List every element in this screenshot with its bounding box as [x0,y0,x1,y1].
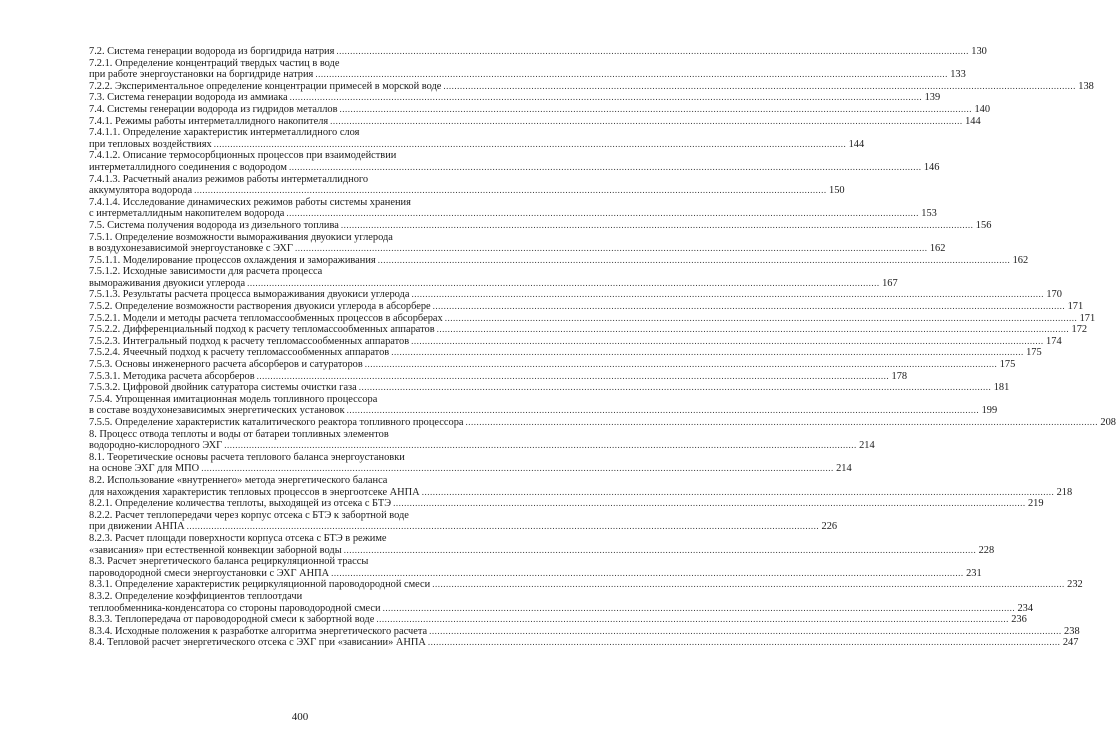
toc-entry-title: 7.4. Системы генерации водорода из гидридов металлов [89,103,338,115]
toc-entry-page: 130 [971,46,987,57]
table-of-contents [89,46,1116,649]
toc-leader-dots [330,116,963,128]
toc-entry-page: 146 [923,161,940,173]
toc-entry-page: 208 [1100,417,1116,428]
toc-leader-dots [187,521,820,533]
toc-entry-page: 219 [1027,498,1044,510]
toc-entry [89,510,521,522]
toc-entry [89,243,946,255]
toc-leader-dots [429,626,1062,638]
toc-entry-title: 7.5.1.2. Исходные зависимости для расчета процесса [89,266,323,278]
toc-entry [89,486,1073,499]
toc-entry [89,197,521,209]
toc-leader-dots [257,371,890,383]
toc-leader-dots [466,417,1099,429]
toc-entry [89,347,1042,359]
toc-leader-dots [376,614,1009,626]
toc-entry [89,138,865,151]
toc-leader-dots [331,568,964,580]
toc-entry [89,115,981,128]
toc-entry-title: «зависания» при естественной конвекции заборной воды [89,544,342,556]
toc-leader-dots [201,463,834,475]
toc-entry [89,289,1062,301]
toc-entry [89,614,1027,626]
toc-entry-title: 7.5. Система получения водорода из дизельного топлива [89,219,339,231]
toc-entry-title: 8.3. Расчет энергетического баланса рециркуляционной трассы [89,556,369,568]
toc-leader-dots [428,637,1061,649]
toc-leader-dots [341,220,974,232]
toc-leader-dots [378,255,1011,267]
toc-entry-page: 171 [1079,312,1096,324]
toc-entry-title: 7.4.1.4. Исследование динамических режимов работы системы хранения [89,196,411,208]
toc-entry-title: при тепловых воздействиях [89,138,212,150]
toc-leader-dots [214,139,847,151]
toc-entry [89,567,982,580]
toc-entry-title: 7.5.2.4. Ячеечный подход к расчету тепломассообменных аппаратов [89,347,390,359]
toc-entry [89,324,1088,336]
toc-entry-title: 7.5.2. Определение возможности растворения двуокиси углерода в абсорбере [89,301,431,313]
toc-entry [89,533,521,545]
toc-leader-dots [286,208,919,220]
toc-leader-dots [344,545,977,557]
toc-entry-title: 7.2. Система генерации водорода из боргидрида натрия [89,46,335,57]
toc-entry-page: 236 [1011,614,1027,626]
toc-entry [89,417,1116,429]
toc-entry-title: 7.5.3. Основы инженерного расчета абсорберов и сатураторов [89,359,363,371]
toc-entry-page: 234 [1017,602,1034,614]
toc-entry-title: для нахождения характеристик тепловых процессов в энергоотсеке АНПА [89,486,420,498]
toc-entry [89,185,845,197]
toc-leader-dots [411,336,1044,348]
toc-entry-page: 226 [821,521,838,533]
toc-entry-title: вымораживания двуокиси углерода [89,277,246,289]
toc-entry [89,208,937,220]
toc-entry [89,429,521,441]
toc-entry-title: 7.5.4. Упрощенная имитационная модель топливного процессора [89,393,378,405]
toc-entry [89,579,1083,591]
toc-entry-title: 8.3.4. Исходные положения к разработке алгоритма энергетического расчета [89,625,428,637]
toc-entry [89,232,521,244]
toc-entry-title: 7.5.5. Определение характеристик каталитического реактора топливного процессора [89,417,464,428]
toc-entry-title: 7.5.1.3. Результаты расчета процесса вымораживания двуокиси углерода [89,289,410,301]
toc-entry-title: 8.4. Тепловой расчет энергетического отсека с ЭХГ при «зависании» АНПА [89,637,426,649]
toc-entry [89,475,521,487]
toc-entry [89,440,875,452]
toc-entry-title: 8.3.1. Определение характеристик рециркуляционной пароводородной смеси [89,579,431,591]
toc-entry-title: 7.5.3.1. Методика расчета абсорберов [89,370,255,382]
toc-entry-title: 7.2.2. Экспериментальное определение концентрации примесей в морской воде [89,80,442,92]
toc-entry-title: водородно-кислородного ЭХГ [89,440,223,452]
toc-entry-title: при движении АНПА [89,521,185,533]
toc-entry-title: аккумулятора водорода [89,185,193,197]
toc-entry [89,103,991,116]
toc-entry-page: 231 [966,567,982,579]
toc-entry [89,161,940,174]
toc-leader-dots [289,162,922,174]
toc-entry-title: 8.2.2. Расчет теплопередачи через корпус отсека с БТЭ к забортной воде [89,509,409,521]
toc-entry-page: 199 [981,405,998,417]
toc-entry-page: 170 [1046,289,1062,301]
toc-entry-page: 228 [978,544,995,556]
toc-entry-title: 7.3. Система генерации водорода из аммиака [89,92,288,104]
toc-entry-page: 232 [1067,579,1083,591]
toc-entry [89,452,521,464]
toc-entry-title: теплообменника-конденсатора со стороны пароводородной смеси [89,602,381,614]
toc-entry-page: 238 [1064,625,1080,637]
toc-entry [89,266,521,278]
toc-leader-dots [437,324,1070,336]
toc-entry-title: 7.5.1.1. Моделирование процессов охлаждения и замораживания [89,254,376,266]
toc-entry [89,463,852,475]
toc-leader-dots [365,359,998,371]
toc-entry [89,637,1079,649]
toc-entry-title: 8.3.2. Определение коэффициентов теплоотдачи [89,590,303,602]
toc-entry [89,46,987,58]
toc-entry-title: 7.4.1.1. Определение характеристик интерметаллидного слоя [89,127,360,139]
toc-leader-dots [290,92,923,104]
toc-leader-dots [315,69,948,81]
toc-entry-page: 181 [993,382,1010,394]
toc-entry-title: на основе ЭХГ для МПО [89,463,200,475]
toc-entry-page: 144 [965,115,981,127]
toc-entry [89,498,1044,510]
toc-leader-dots [411,289,1044,301]
toc-entry-title: интерметаллидного соединения с водородом [89,161,287,173]
toc-leader-dots [391,347,1024,359]
toc-entry-title: в составе воздухонезависимых энергетических установок [89,405,345,417]
toc-leader-dots [383,603,1016,615]
toc-entry-page: 150 [829,185,845,197]
toc-entry-title: 7.5.2.3. Интегральный подход к расчету тепломассообменных аппаратов [89,335,410,347]
toc-entry-page: 133 [950,69,966,81]
toc-entry-title: 7.5.2.1. Модели и методы расчета тепломассообменных процессов в абсорберах [89,312,443,324]
toc-entry-page: 218 [1056,486,1073,498]
toc-leader-dots [295,243,928,255]
toc-entry-title: 7.4.1.3. Расчетный анализ режимов работы интерметаллидного [89,173,369,185]
toc-entry [89,544,995,557]
toc-entry [89,69,966,81]
toc-entry-title: 7.2.1. Определение концентраций твердых частиц в воде [89,57,340,69]
toc-entry [89,254,1029,267]
toc-entry [89,382,1010,394]
toc-entry [89,174,521,186]
toc-entry-title: 7.5.2.2. Дифференциальный подход к расчету тепломассообменных аппаратов [89,324,435,336]
toc-entry [89,127,521,139]
toc-entry-page: 172 [1071,324,1088,336]
toc-entry-page: 214 [836,463,852,475]
toc-leader-dots [247,278,880,290]
toc-entry [89,277,898,290]
toc-entry-title: 7.4.1.2. Описание термосорбционных процессов при взаимодействии [89,150,397,162]
toc-entry-page: 138 [1078,80,1094,92]
toc-leader-dots [422,487,1055,499]
toc-entry-title: 8.1. Теоретические основы расчета теплового баланса энергоустановки [89,451,405,463]
toc-entry [89,335,1062,348]
toc-entry-title: 7.5.1. Определение возможности вымораживания двуокиси углерода [89,231,393,243]
toc-entry [89,521,838,533]
toc-entry [89,591,521,603]
toc-entry [89,92,941,104]
toc-leader-dots [393,498,1026,510]
toc-leader-dots [347,405,980,417]
toc-entry-title: 8. Процесс отвода теплоты и воды от батареи топливных элементов [89,428,389,440]
toc-entry-title: 7.5.3.2. Цифровой двойник сатуратора системы очистки газа [89,382,357,394]
toc-entry-page: 171 [1067,301,1084,313]
toc-leader-dots [445,313,1078,325]
toc-leader-dots [194,185,827,197]
toc-entry-title: при работе энергоустановки на боргидриде натрия [89,69,314,81]
toc-entry [89,602,1034,615]
toc-entry-title: с интерметаллидным накопителем водорода [89,208,285,220]
toc-entry-title: пароводородной смеси энергоустановки с ЭХГ АНПА [89,567,330,579]
toc-leader-dots [359,382,992,394]
toc-entry [89,150,521,162]
page-number: 400 [291,711,309,723]
toc-entry-title: 7.4.1. Режимы работы интерметаллидного накопителя [89,115,329,127]
toc-entry-page: 178 [891,370,908,382]
toc-entry [89,625,1080,638]
toc-entry [89,359,1016,371]
toc-entry-page: 174 [1046,335,1062,347]
toc-entry-page: 247 [1062,637,1079,649]
toc-entry [89,370,908,383]
toc-entry-title: в воздухонезависимой энергоустановке с ЭХГ [89,243,293,255]
toc-entry-page: 140 [974,103,991,115]
toc-leader-dots [433,301,1066,313]
toc-entry [89,394,521,406]
toc-entry-page: 214 [859,440,875,452]
toc-entry-title: 8.3.3. Теплопередача от пароводородной смеси к забортной воде [89,614,375,626]
toc-leader-dots [336,46,969,58]
toc-entry-page: 153 [921,208,937,220]
toc-entry-page: 162 [1012,254,1029,266]
toc-leader-dots [340,104,973,116]
toc-entry-page: 162 [929,243,946,255]
toc-leader-dots [443,81,1076,93]
toc-entry-title: 8.2.3. Расчет площади поверхности корпуса отсека с БТЭ в режиме [89,532,387,544]
toc-entry-page: 175 [999,359,1016,371]
toc-entry [89,80,1094,93]
toc-entry-page: 144 [848,138,865,150]
toc-leader-dots [432,579,1065,591]
toc-entry [89,312,1096,325]
toc-entry-page: 175 [1026,347,1042,359]
toc-entry-title: 8.2. Использование «внутреннего» метода энергетического баланса [89,474,388,486]
toc-entry [89,58,521,70]
toc-entry-page: 156 [975,219,992,231]
toc-leader-dots [224,440,857,452]
toc-entry [89,405,998,417]
toc-entry [89,556,521,568]
toc-entry [89,301,1084,313]
toc-entry-page: 139 [924,92,941,104]
toc-entry [89,219,992,232]
toc-entry-page: 167 [882,277,898,289]
toc-entry-title: 8.2.1. Определение количества теплоты, выходящей из отсека с БТЭ [89,498,392,510]
